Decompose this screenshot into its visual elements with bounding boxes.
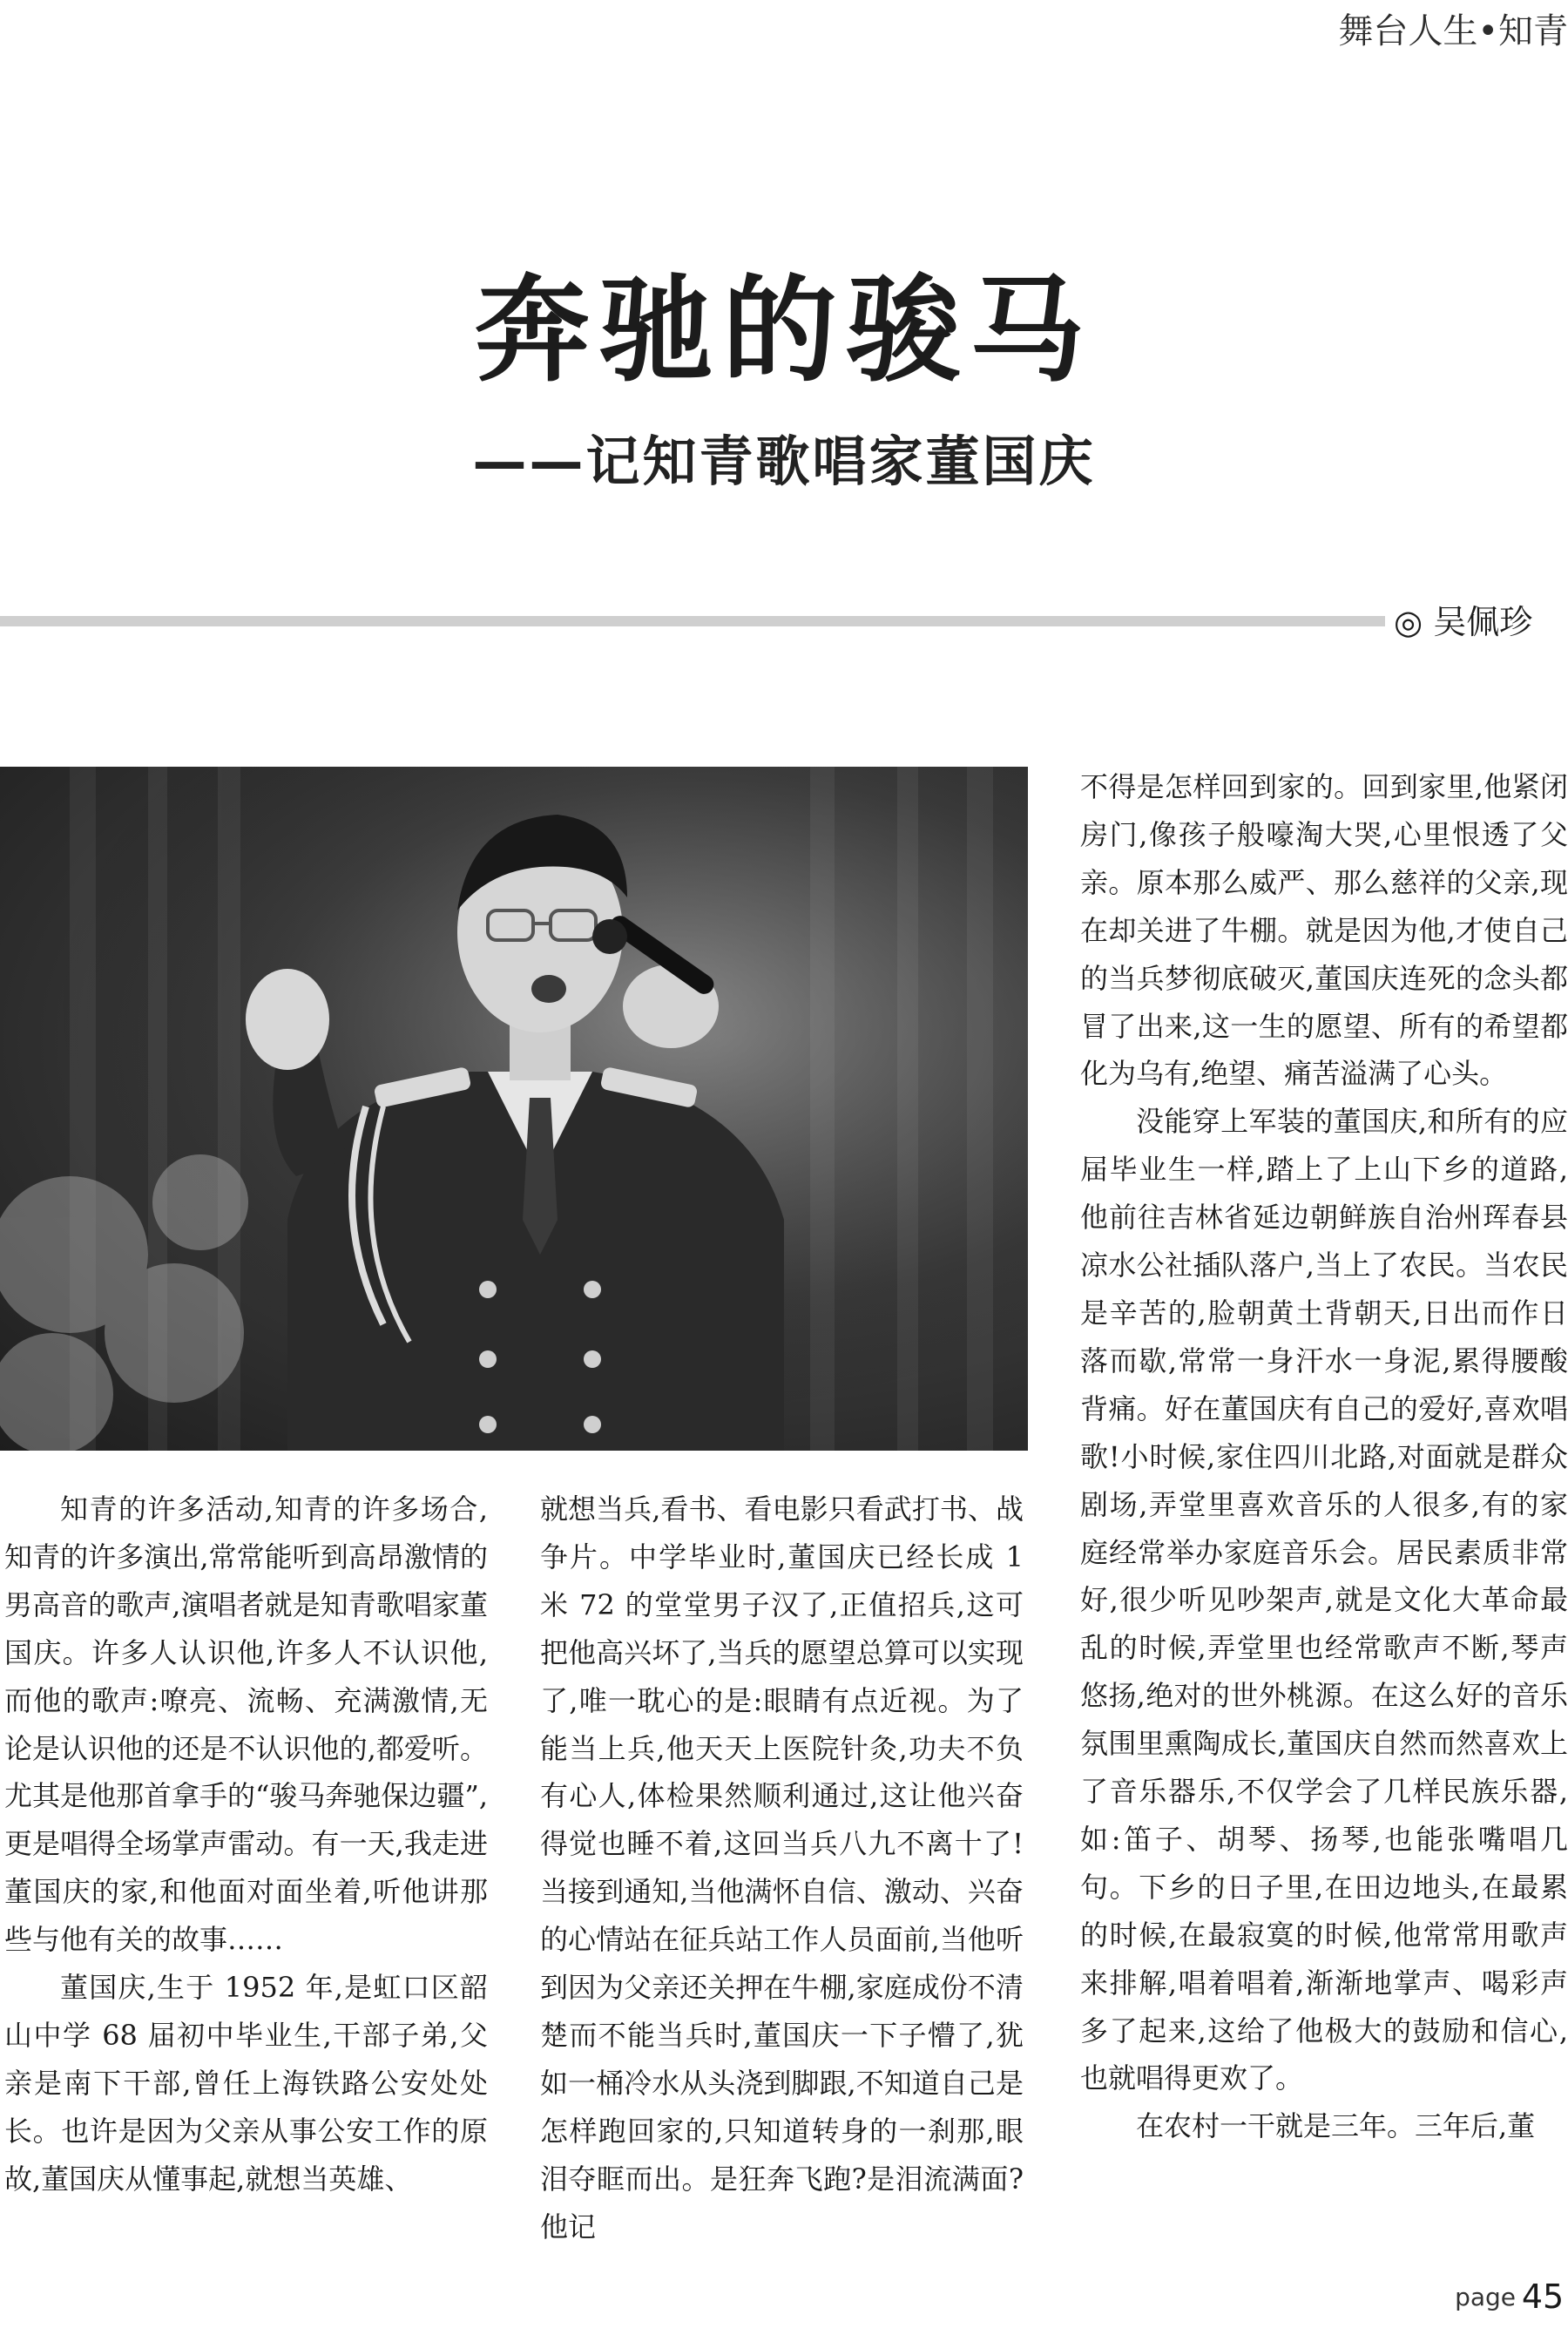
paragraph: 知青的许多活动,知青的许多场合,知青的许多演出,常常能听到高昂激情的男高音的歌声,演唱者就是知青歌唱家董国庆。许多人认识他,许多人不认识他,而他的歌声:嘹亮、流畅、充满激情,无论是认识他的还是不认识他的,都爱听。尤其是他那首拿手的“骏马奔驰保边疆”,更是唱得全场掌声雷动。有一天,我走进董国庆的家,和他面对面坐着,听他讲那些与他有关的故事…… — [4, 1492, 488, 1957]
body-column-2 — [540, 1485, 1024, 2270]
paragraph: 不得是怎样回到家的。回到家里,他紧闭房门,像孩子般嚎淘大哭,心里恨透了父亲。原本那么威严、那么慈祥的父亲,现在却关进了牛棚。就是因为他,才使自己的当兵梦彻底破灭,董国庆连死的念头都冒了出来,这一生的愿望、所有的希望都化为乌有,绝望、痛苦溢满了心头。 — [1080, 770, 1568, 1091]
paragraph: 在农村一干就是三年。三年后,董 — [1136, 2109, 1536, 2143]
singer-photo — [0, 767, 1028, 1451]
section-label: 舞台人生•知青 — [1338, 11, 1568, 51]
paragraph: 董国庆,生于 1952 年,是虹口区韶山中学 68 届初中毕业生,干部子弟,父亲是南下干部,曾任上海铁路公安处处长。也许是因为父亲从事公安工作的原故,董国庆从懂事起,就想当英雄、 — [4, 1971, 488, 2196]
page-number: 45 — [1521, 2277, 1565, 2316]
article-title: 奔驰的骏马 — [475, 264, 1093, 398]
divider-rule — [0, 616, 1385, 626]
body-column-3 — [1080, 763, 1568, 2270]
singer-photo-illustration — [0, 767, 1028, 1451]
page-label: page — [1455, 2283, 1516, 2311]
body-column-1 — [4, 1485, 488, 2270]
paragraph: 没能穿上军装的董国庆,和所有的应届毕业生一样,踏上了上山下乡的道路,他前往吉林省延边朝鲜族自治州珲春县凉水公社插队落户,当上了农民。当农民是辛苦的,脸朝黄土背朝天,日出而作日落而歇,常常一身汗水一身泥,累得腰酸背痛。好在董国庆有自己的爱好,喜欢唱歌!小时候,家住四川北路,对面就是群众剧场,弄堂里喜欢音乐的人很多,有的家庭经常举办家庭音乐会。居民素质非常好,很少听见吵架声,就是文化大革命最乱的时候,弄堂里也经常歌声不断,琴声悠扬,绝对的世外桃源。在这么好的音乐氛围里熏陶成长,董国庆自然而然喜欢上了音乐器乐,不仅学会了几样民族乐器,如:笛子、胡琴、扬琴,也能张嘴唱几句。下乡的日子里,在田边地头,在最累的时候,在最寂寞的时候,他常常用歌声来排解,唱着唱着,渐渐地掌声、喝彩声多了起来,这给了他极大的鼓励和信心,也就唱得更欢了。 — [1080, 1105, 1568, 2095]
author-byline: ◎ 吴佩珍 — [1394, 603, 1533, 641]
article-subtitle: ——记知青歌唱家董国庆 — [472, 430, 1096, 493]
paragraph: 就想当兵,看书、看电影只看武打书、战争片。中学毕业时,董国庆已经长成 1 米 72 的堂堂男子汉了,正值招兵,这可把他高兴坏了,当兵的愿望总算可以实现了,唯一耽心的是:眼睛有点近视。为了能当上兵,他天天上医院针灸,功夫不负有心人,体检果然顺利通过,这让他兴奋得觉也睡不着,这回当兵八九不离十了!当接到通知,当他满怀自信、激动、兴奋的心情站在征兵站工作人员面前,当他听到因为父亲还关押在牛棚,家庭成份不清楚而不能当兵时,董国庆一下子懵了,犹如一桶冷水从头浇到脚跟,不知道自己是怎样跑回家的,只知道转身的一刹那,眼泪夺眶而出。是狂奔飞跑?是泪流满面?他记 — [540, 1492, 1024, 2243]
